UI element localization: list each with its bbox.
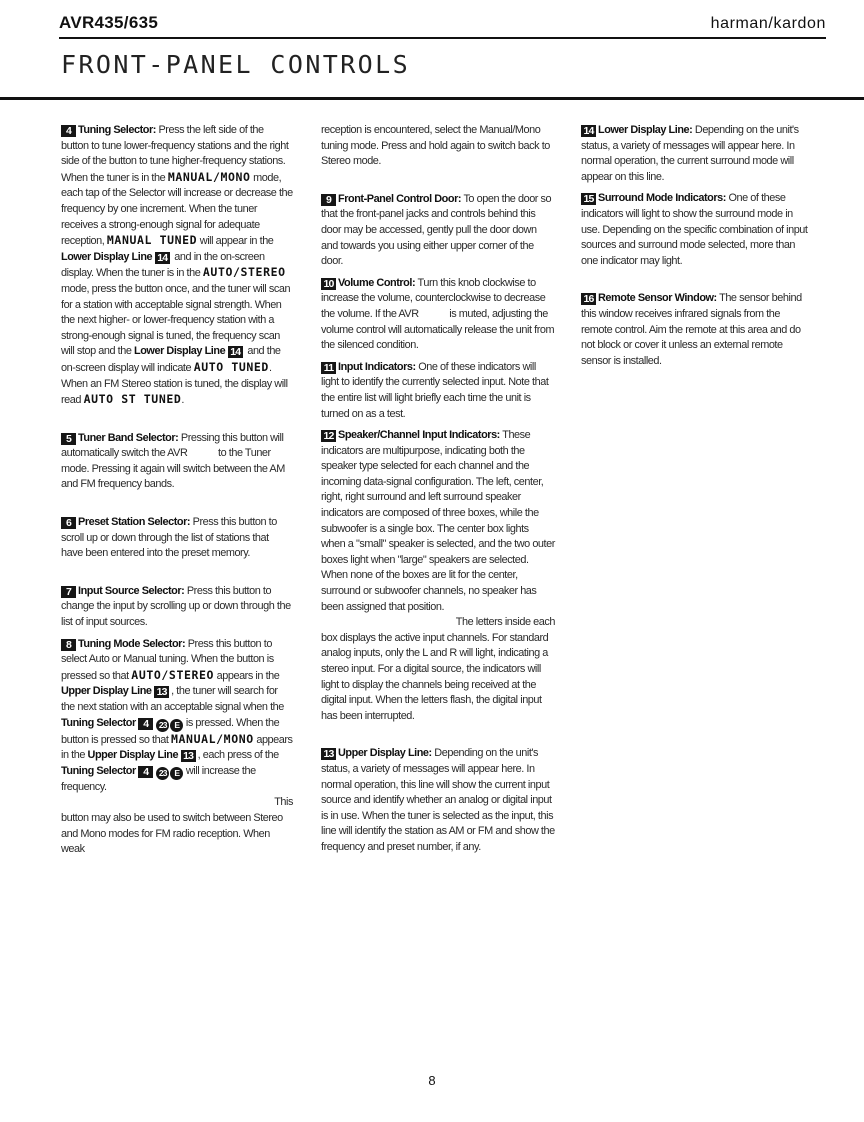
item-front-panel-door (321, 192, 555, 270)
body-text: The letters inside each (455, 616, 555, 629)
item-heading: Volume Control: (338, 276, 416, 289)
item-heading: Tuning Selector: (78, 124, 156, 136)
display-text: MANUAL TUNED (106, 233, 198, 248)
body-text: Depending on the unit's status, a variety of messages will appear here. In normal operation, the current surround mode will appear on this line. (581, 124, 799, 183)
item-input-source-selector (61, 584, 293, 631)
display-text: AUTO TUNED (193, 359, 269, 374)
callout-number: 9 (321, 194, 336, 206)
bold-reference: Tuning Selector (61, 716, 136, 729)
callout-number: 11 (321, 362, 336, 374)
callout-number: 4 (61, 125, 76, 137)
body-text: The sensor behind this window receives infrared signals from the remote control. Aim the remote at this area and do not block or cover it unless an external remote sensor is installed. (581, 292, 802, 367)
body-text: This (274, 796, 293, 809)
body-text: mode, press the button once, and the tuner will scan for a station with acceptable signal strength. When the next higher- or lower-frequency station with a strong-enough signal is tuned, the frequency scan will stop and the (61, 282, 291, 358)
body-text: is pressed. When the button is pressed so that (61, 716, 280, 746)
body-text: . When an FM Stereo station is tuned, the display will read (61, 361, 288, 407)
callout-number: 13 (181, 750, 196, 762)
item-tuning-mode-selector (61, 637, 293, 858)
callout-number: 7 (61, 586, 76, 598)
body-text: and in the on-screen display. When the tuner is in the (61, 250, 265, 280)
body-text: reception is encountered, select the Manual/Mono tuning mode. Press and hold again to switch back to Stereo mode. (321, 124, 550, 168)
item-heading: Speaker/Channel Input Indicators: (338, 429, 500, 442)
page-title: FRONT-PANEL CONTROLS (61, 50, 411, 79)
continued-text (321, 123, 555, 170)
callout-number: 6 (61, 517, 76, 529)
body-text: One of these indicators will light to identify the currently selected input. Note that the entire list will light briefly each time the unit is turned on as a test. (321, 360, 549, 420)
item-tuning-selector (61, 123, 293, 409)
body-text: These indicators are multipurpose, indicating both the speaker type selected for each channel and the incoming data-signal configuration. The left, center, right, right surround and left surround speaker indicators are composed of three boxes, while the subwoofer is a single box. The center box lights when a "small" speaker is selected, and the two outer boxes light when "large" speakers are selected. When none of the boxes are lit for the center, surround or subwoofer channels, no speaker has been assigned that position. (321, 429, 555, 613)
item-heading: Tuning Mode Selector: (78, 637, 186, 650)
display-text: MANUAL/MONO (171, 731, 254, 746)
item-volume-control (321, 276, 555, 354)
body-text: Depending on the unit's status, a variety of messages will appear here. In normal operation, this line will show the current input source and identify whether an analog or digital input is in use. When the tuner is selected as the input, this line will identify the station as AM or FM and show the frequency and preset number, if any. (321, 747, 555, 853)
brand-name: harman/kardon (710, 15, 826, 32)
item-remote-sensor-window (581, 291, 812, 369)
callout-number: 15 (581, 193, 596, 205)
header-rule (59, 37, 826, 39)
item-upper-display-line (321, 746, 555, 855)
body-text: to the Tuner mode. Pressing it again will switch between the AM and FM frequency bands. (61, 447, 285, 491)
item-heading: Input Indicators: (338, 360, 416, 373)
bold-reference: Lower Display Line (134, 345, 226, 358)
bold-reference: Upper Display Line (87, 749, 179, 762)
callout-number: 13 (154, 686, 169, 698)
body-text: appears in the (61, 733, 293, 762)
item-heading: Front-Panel Control Door: (338, 192, 462, 205)
item-heading: Input Source Selector: (78, 584, 185, 597)
column-right (581, 123, 812, 369)
model-name: AVR435/635 (59, 13, 159, 32)
item-input-indicators (321, 360, 555, 422)
body-text: One of these indicators will light to show the surround mode in use. Depending on the specific combination of input sources and surround mode selected, more than one indicator may light. (581, 192, 808, 267)
body-text: appears in the (214, 669, 280, 682)
callout-number: 14 (581, 125, 596, 137)
callout-number: 14 (155, 252, 170, 264)
page-number: 8 (428, 1073, 436, 1088)
bold-reference: Lower Display Line (61, 250, 153, 263)
body-text: Turn this knob clockwise to increase the volume, counterclockwise to decrease the volume. If the AVR (321, 276, 546, 320)
callout-number: 10 (321, 278, 336, 290)
callout-circle: 23 (156, 719, 169, 732)
body-text: is muted, adjusting the volume control will automatically release the unit from the silenced condition. (321, 307, 555, 352)
display-text: AUTO ST TUNED (83, 392, 182, 407)
body-text: , the tuner will search for the next station with an acceptable signal when the (61, 685, 284, 713)
callout-number: 14 (228, 346, 243, 358)
body-text: Press the left side of the button to tune lower-frequency stations and the right side of the button to tune higher-frequency stations. When the tuner is in the (61, 124, 289, 184)
body-text: box displays the active input channels. For standard analog inputs, only the L and R will light, indicating a stereo input. For a digital source, the indicators will light to display the channels being received at the digital input. When the letters flash, the digital input has been interrupted. (321, 631, 549, 722)
body-text: Press this button to change the input by scrolling up or down through the list of input sources. (61, 584, 291, 629)
item-surround-mode-indicators (581, 191, 812, 269)
display-text: AUTO/STEREO (202, 265, 286, 280)
callout-number: 5 (61, 433, 76, 445)
item-heading: Preset Station Selector: (78, 516, 191, 529)
item-heading: Lower Display Line: (598, 124, 693, 136)
callout-number: 16 (581, 293, 596, 305)
body-text: mode, each tap of the Selector will increase or decrease the frequency by one increment. When the tuner receives a strong-enough signal for adequate reception, (61, 171, 293, 248)
item-tuner-band-selector (61, 431, 293, 493)
body-text: , each press of the (197, 749, 279, 762)
callout-circle: E (170, 767, 183, 780)
body-text: will increase the frequency. (61, 764, 256, 793)
item-heading: Tuner Band Selector: (78, 431, 179, 444)
item-heading: Surround Mode Indicators: (598, 192, 726, 205)
item-heading: Remote Sensor Window: (598, 292, 717, 305)
item-lower-display-line (581, 123, 812, 185)
column-left (61, 123, 293, 858)
body-text: and the on-screen display will indicate (61, 345, 281, 374)
callout-circle: E (170, 719, 183, 732)
display-text: MANUAL/MONO (167, 169, 251, 184)
callout-circle: 23 (156, 767, 169, 780)
callout-number: 12 (321, 430, 336, 442)
body-text: Press this button to select Auto or Manual tuning. When the button is pressed so that (61, 637, 274, 682)
item-heading: Upper Display Line: (338, 747, 432, 760)
body-text: Press this button to scroll up or down through the list of stations that have been entered into the preset memory. (61, 516, 277, 560)
body-text: button may also be used to switch between Stereo and Mono modes for FM radio reception. When weak (61, 811, 283, 856)
item-preset-station-selector (61, 515, 293, 562)
item-speaker-channel-indicators (321, 428, 555, 724)
body-text: will appear in the (197, 235, 274, 248)
callout-number: 8 (61, 639, 76, 651)
callout-number: 4 (138, 718, 153, 730)
body-text: Pressing this button will automatically switch the AVR (61, 431, 284, 460)
callout-number: 13 (321, 748, 336, 760)
title-rule (0, 97, 864, 100)
display-text: AUTO/STEREO (131, 667, 215, 682)
column-middle (321, 123, 555, 856)
bold-reference: Upper Display Line (61, 685, 152, 698)
body-text: To open the door so that the front-panel jacks and controls behind this door may be accessed, gently pull the door down and towards you using either upper corner of the door. (321, 192, 552, 268)
bold-reference: Tuning Selector (61, 764, 136, 777)
body-text: . (181, 394, 184, 407)
callout-number: 4 (138, 766, 153, 778)
